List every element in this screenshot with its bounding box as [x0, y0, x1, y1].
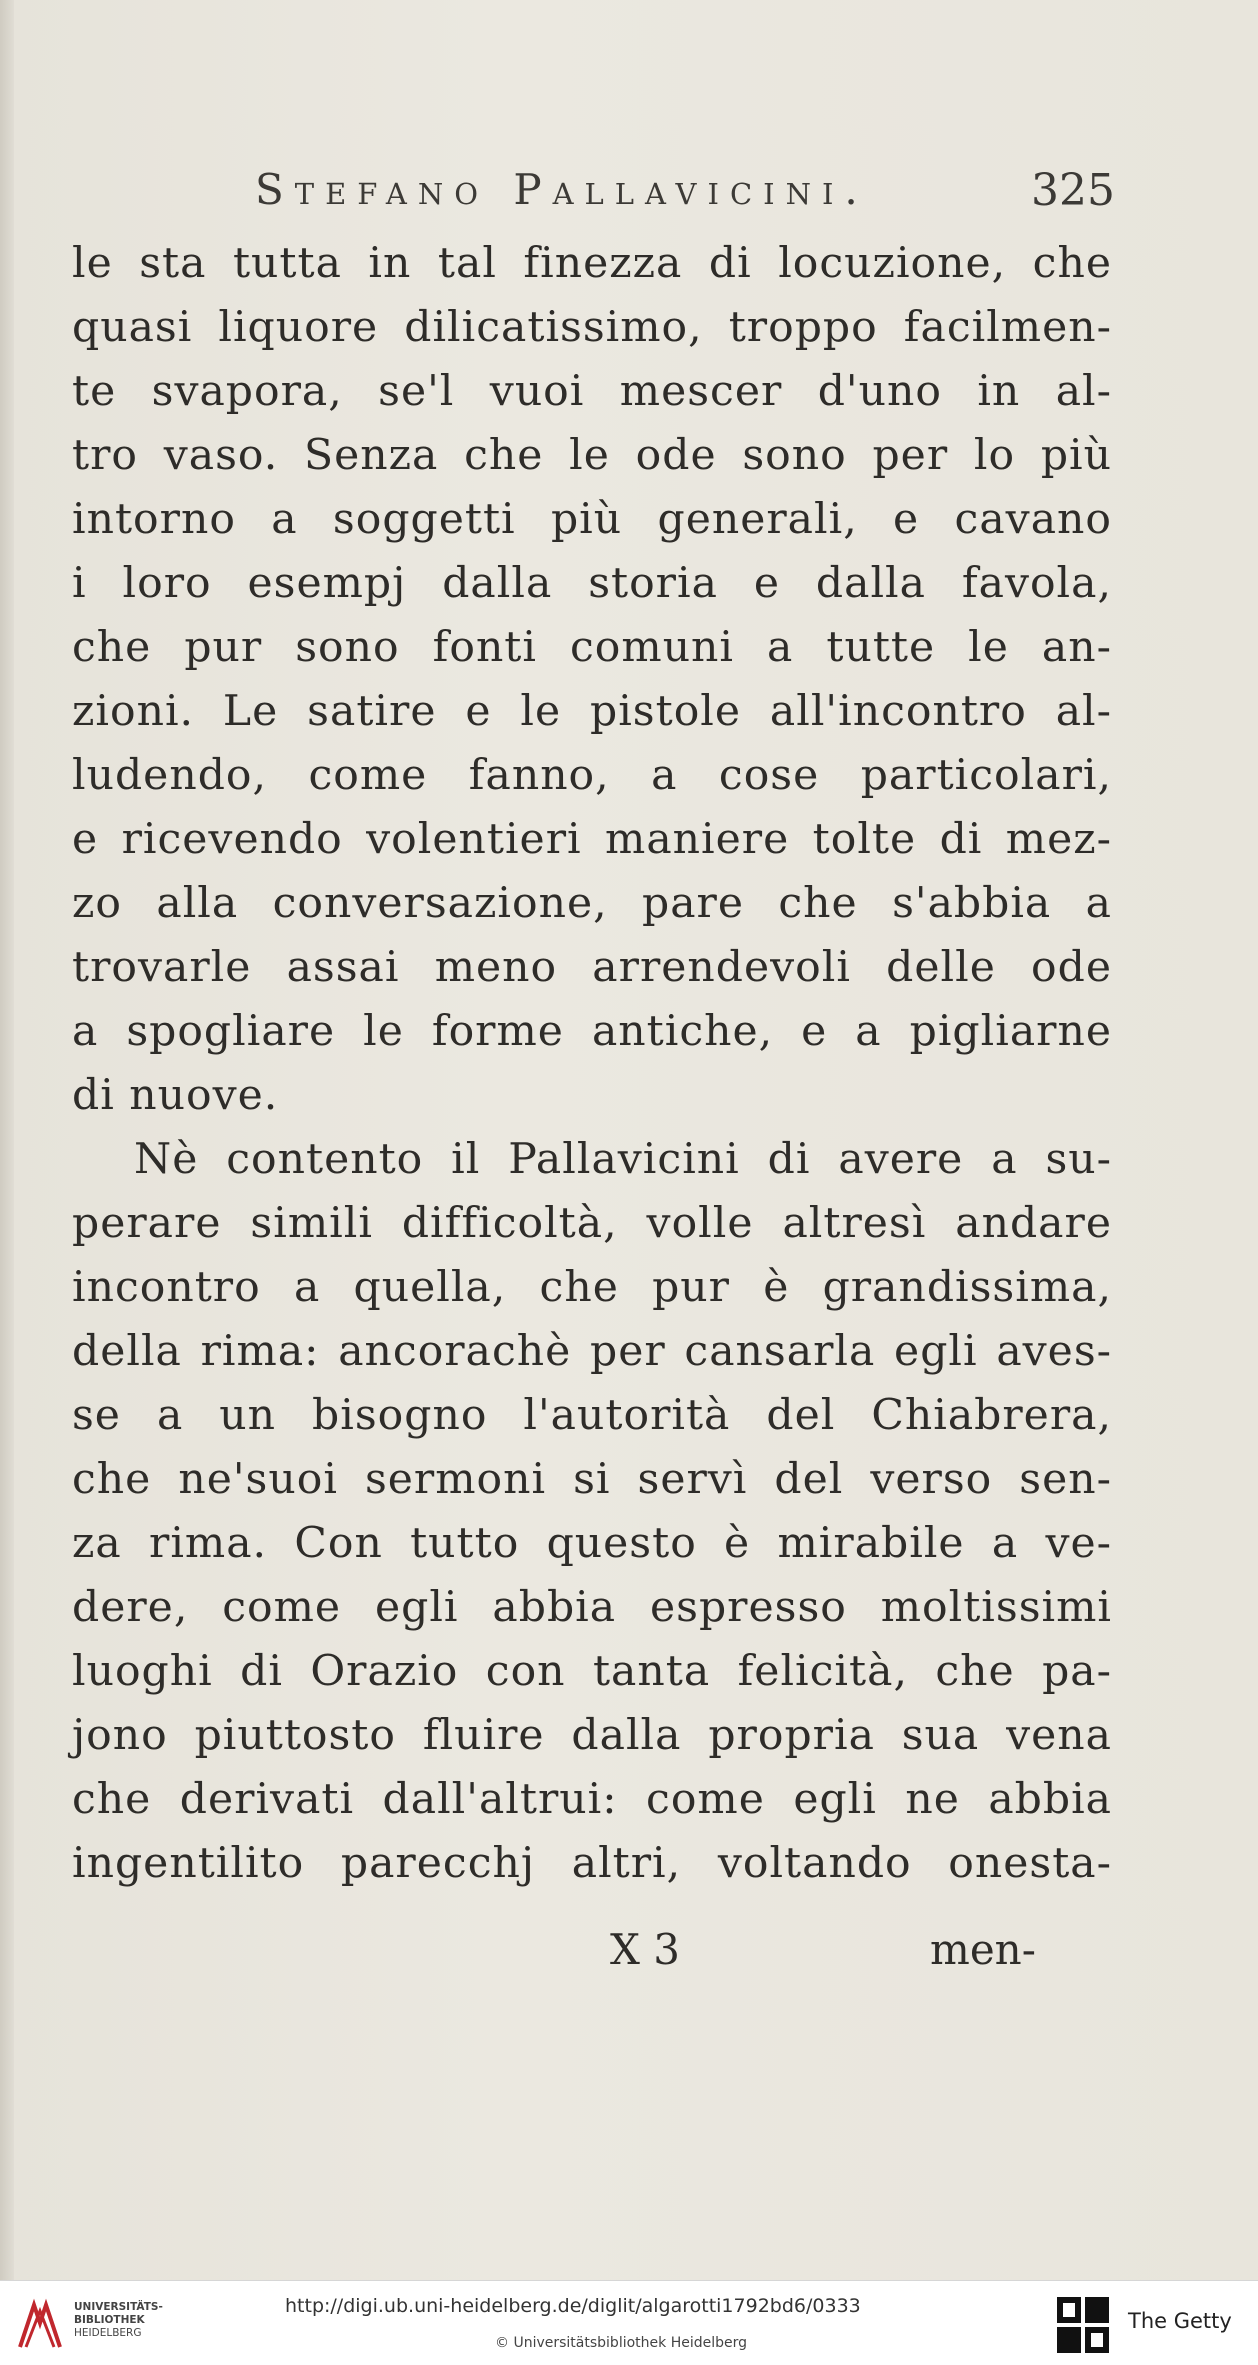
text-line: e ricevendo volentieri maniere tolte di mez-: [72, 815, 1112, 864]
text-line: quasi liquore dilicatissimo, troppo facilmen-: [72, 303, 1112, 352]
text-line: che derivati dall'altrui: come egli ne abbia: [72, 1775, 1112, 1824]
running-head: [255, 165, 1115, 225]
text-line: ingentilito parecchj altri, voltando onesta-: [72, 1839, 1112, 1888]
text-line: i loro esempj dalla storia e dalla favola,: [72, 559, 1112, 608]
text-line: di nuove.: [72, 1071, 279, 1120]
viewer-footer: [0, 2280, 1258, 2365]
catchword: men-: [930, 1925, 1036, 1974]
text-line: za rima. Con tutto questo è mirabile a ve-: [72, 1519, 1112, 1568]
text-line: ludendo, come fanno, a cose particolari,: [72, 751, 1112, 800]
text-line: tro vaso. Senza che le ode sono per lo più: [72, 431, 1112, 480]
body-text: [72, 232, 1112, 1896]
text-line: jono piuttosto fluire dalla propria sua vena: [72, 1711, 1112, 1760]
text-line: le sta tutta in tal finezza di locuzione, che: [72, 239, 1112, 288]
partner-name: The Getty: [1128, 2309, 1232, 2333]
text-line: incontro a quella, che pur è grandissima,: [72, 1263, 1112, 1312]
text-line: te svapora, se'l vuoi mescer d'uno in al-: [72, 367, 1112, 416]
university-name: [74, 2301, 163, 2340]
getty-logo-icon: [1055, 2295, 1111, 2355]
institution-line: HEIDELBERG: [74, 2327, 142, 2339]
copyright-notice: © Universitätsbibliothek Heidelberg: [495, 2335, 748, 2351]
text-line: zo alla conversazione, pare che s'abbia a: [72, 879, 1112, 928]
page-number: 325: [1031, 165, 1115, 216]
text-line: che pur sono fonti comuni a tutte le an-: [72, 623, 1112, 672]
signature-mark: X 3: [610, 1925, 680, 1974]
text-line: perare simili difficoltà, volle altresì andare: [72, 1199, 1112, 1248]
permalink-url[interactable]: http://digi.ub.uni-heidelberg.de/diglit/algarotti1792bd6/0333: [285, 2295, 861, 2317]
text-line: che ne'suoi sermoni si servì del verso sen-: [72, 1455, 1112, 1504]
page-spine-shadow: [0, 0, 14, 2280]
text-line: intorno a soggetti più generali, e cavano: [72, 495, 1112, 544]
text-line: se a un bisogno l'autorità del Chiabrera,: [72, 1391, 1112, 1440]
institution-line: BIBLIOTHEK: [74, 2314, 145, 2326]
text-line: zioni. Le satire e le pistole all'incontro al-: [72, 687, 1112, 736]
text-line: dere, come egli abbia espresso moltissimi: [72, 1583, 1112, 1632]
text-line: Nè contento il Pallavicini di avere a su-: [134, 1135, 1112, 1184]
text-line: della rima: ancorachè per cansarla egli aves-: [72, 1327, 1112, 1376]
text-line: a spogliare le forme antiche, e a pigliarne: [72, 1007, 1112, 1056]
text-line: luoghi di Orazio con tanta felicità, che pa-: [72, 1647, 1112, 1696]
text-line: trovarle assai meno arrendevoli delle ode: [72, 943, 1112, 992]
university-logo-icon: [14, 2297, 66, 2353]
institution-line: UNIVERSITÄTS-: [74, 2301, 163, 2313]
running-head-title: Stefano Pallavicini.: [255, 165, 869, 214]
